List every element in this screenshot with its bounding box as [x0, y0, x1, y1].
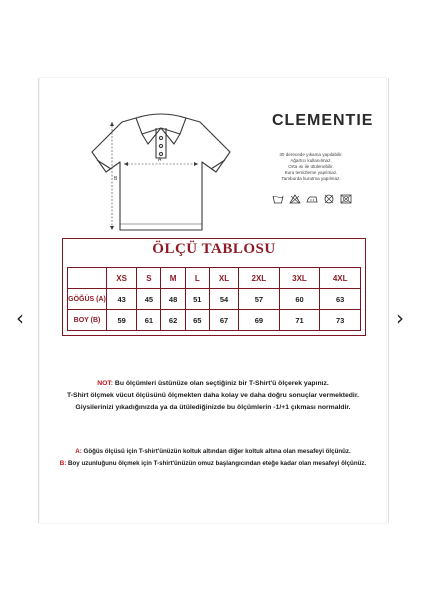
table-cell: 54: [209, 289, 238, 310]
table-cell: 71: [279, 310, 320, 331]
size-header: 2XL: [239, 268, 280, 289]
size-header: 3XL: [279, 268, 320, 289]
corner-cell: [68, 268, 107, 289]
note-label: NOT:: [97, 380, 114, 387]
svg-text:A: A: [158, 157, 162, 163]
table-cell: 57: [239, 289, 280, 310]
viewer-right-divider: [388, 78, 389, 523]
care-line: Ağartıcı kullanılmaz.: [290, 158, 332, 163]
definition-text: Göğüs ölçüsü için T-shirt'ünüzün koltuk altından diğer koltuk altına olan mesafeyi ölçünüz.: [81, 448, 351, 455]
table-cell: 60: [279, 289, 320, 310]
table-cell: 51: [185, 289, 209, 310]
care-line: Orta ısı ile ütülenebilir.: [288, 164, 334, 169]
svg-text:B: B: [114, 176, 118, 182]
no-dry-clean-icon: [323, 194, 335, 204]
no-bleach-icon: [289, 194, 301, 204]
table-cell: 65: [185, 310, 209, 331]
row-label-length: BOY (B): [68, 310, 107, 331]
row-label-chest: GÖĞÜS (A): [68, 289, 107, 310]
note-line: Giysilerinizi yıkadığınızda ya da ütülediğinizde bu ölçümlerin -1/+1 çıkması normaldir.: [75, 404, 351, 411]
next-image-button[interactable]: [392, 306, 408, 330]
table-cell: 62: [161, 310, 185, 331]
iron-medium-icon: [306, 194, 318, 204]
viewer-left-divider: [38, 78, 39, 523]
size-header-row: [68, 268, 361, 289]
table-cell: 45: [137, 289, 161, 310]
size-header: L: [185, 268, 209, 289]
size-header: S: [137, 268, 161, 289]
note-line: T-Shirt ölçmek vücut ölçüsünü ölçmekten daha kolay ve daha doğru sonuçlar vermektedir.: [67, 392, 359, 399]
table-cell: 73: [320, 310, 361, 331]
definition-a: [40, 446, 386, 458]
care-symbols: [272, 194, 352, 206]
definition-b: [40, 458, 386, 470]
table-cell: 67: [209, 310, 238, 331]
size-table: [62, 238, 366, 336]
note-text: Bu ölçümleri üstünüze olan seçtiğiniz bir T-Shirt'ü ölçerek yapınız.: [113, 380, 329, 387]
size-header: XL: [209, 268, 238, 289]
care-line: Kuru temizleme yapılmaz.: [284, 170, 338, 175]
measurement-definitions: [40, 446, 386, 470]
prev-image-button[interactable]: [12, 306, 28, 330]
definition-text: Boy uzunluğunu ölçmek için T-shirt'ünüzün omuz başlangıcından eteğe kadar olan mesafeyi ölçünüz.: [66, 460, 367, 467]
no-tumble-dry-icon: [340, 194, 352, 204]
table-cell: 48: [161, 289, 185, 310]
table-cell: 43: [107, 289, 137, 310]
care-line: Tamburda kurutma yapılmaz.: [281, 176, 341, 181]
chevron-left-icon: ‹: [16, 306, 24, 330]
table-cell: 59: [107, 310, 137, 331]
definition-label: B:: [59, 460, 67, 467]
measurement-notes: [40, 378, 386, 414]
table-cell: 63: [320, 289, 361, 310]
size-grid: [67, 267, 361, 331]
size-chart-image: [40, 78, 386, 523]
note-line: [40, 378, 386, 390]
care-line: 30 derecede yıkama yapılabilir.: [279, 152, 343, 157]
size-header: M: [161, 268, 185, 289]
table-cell: 61: [137, 310, 161, 331]
table-row: [68, 289, 361, 310]
wash-30-icon: [272, 194, 284, 204]
table-cell: 69: [239, 310, 280, 331]
table-row: [68, 310, 361, 331]
care-instructions: [258, 152, 364, 182]
chevron-right-icon: ›: [396, 306, 404, 330]
brand-name: CLEMENTIE: [272, 112, 374, 129]
definition-label: A:: [75, 448, 82, 455]
size-table-title: ÖLÇÜ TABLOSU: [152, 241, 276, 257]
size-header: XS: [107, 268, 137, 289]
size-header: 4XL: [320, 268, 361, 289]
